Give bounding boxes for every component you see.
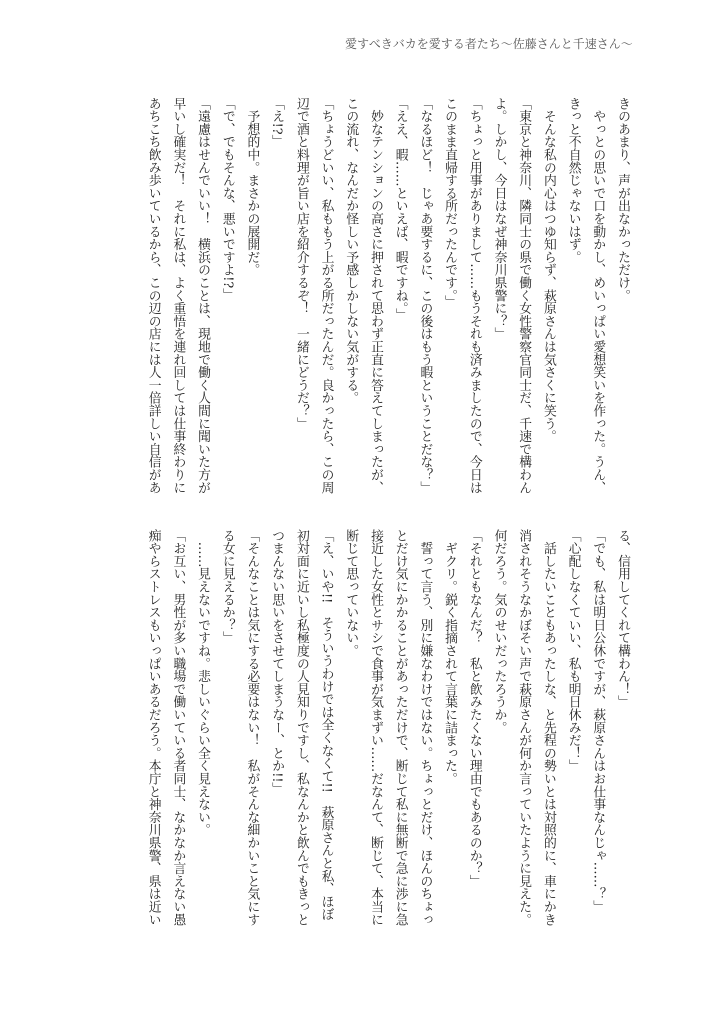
text-line: つまんない思いをさせてしまうなー、とか!!」 [269,529,285,796]
text-line: 話したいこともあったしな、と先程の勢いとは対照的に、車にかき [540,529,556,926]
text-line: 「でも、私は明日公休ですが、萩原さんはお仕事なんじゃ……？」 [590,529,606,913]
text-line: 妙なテンションの高さに押されて思わず正直に答えてしまったが、 [367,97,383,494]
text-line: このまま直帰する所だったんです。」 [442,97,458,309]
text-line: 痴やらストレスもいっぱいあるだろう。本庁と神奈川県警、県は近い [145,529,161,926]
text-line: 「なるほど！ じゃあ要するに、この後はもう暇ということだな？」 [417,97,433,494]
text-line: やっとの思いで口を動かし、めいっぱい愛想笑いを作った。うん、 [590,97,606,494]
text-line: ギクリ。鋭く指摘されて言葉に詰まった。 [442,529,458,785]
text-line: 断じて思っていない。 [343,529,359,657]
lower-text-block [140,529,634,929]
text-line: 辺で酒と料理が旨い店を紹介するぞ！ 一緒にどうだ？」 [293,97,309,430]
text-line: 消されそうなかぼそい声で萩原さんが何か言っていたように見えた。 [516,529,532,926]
text-line: 「え!?」 [269,97,285,148]
text-line: 「ちょうどいい、私ももう上がる所だったんだ。良かったら、この周 [318,97,334,494]
text-line: 「ええ、暇……といえば、暇ですね。」 [392,97,408,321]
running-header: 愛すべきバカを愛する者たち〜佐藤さんと千速さん〜 [345,37,633,51]
text-line: 何だろう。気のせいだったろうか。 [491,529,507,734]
text-line: 予想的中。まさかの展開だ。 [244,97,260,277]
text-line: 「心配しなくていい、私も明日休みだ！」 [565,529,581,773]
text-line: 「ちょっと用事がありまして……もうそれも済みましたので、今日は [466,97,482,494]
upper-text-block [140,97,634,497]
text-line: この流れ、なんだか怪しい予感しかしない気がする。 [343,97,359,405]
text-line: そんな私の内心はつゆ知らず、萩原さんは気さくに笑う。 [540,97,556,443]
text-line: よ。しかし、今日はなぜ神奈川県警に？」 [491,97,507,341]
text-line: 早いし確実だ！ それに私は、よく重悟を連れ回しては仕事終わりに [170,97,186,494]
text-line: とだけ気にかかることがあっただけで、断じて私に無断で急に渉に急 [392,529,408,926]
text-line: 誓って言う、別に嫌なわけではない。ちょっとだけ、ほんのちょっ [417,529,433,926]
text-line: きのあまり、声が出なかっただけ。 [615,97,630,302]
text-line: 「遠慮はせんでいい！ 横浜のことは、現地で働く人間に聞いた方が [195,97,211,494]
text-line: きっと不自然じゃないはず。 [565,97,581,264]
text-line: 「お互い、男性が多い職場で働いている者同士、なかなか言えない愚 [170,529,186,926]
text-line: 接近した女性とサシで食事が気まずい……だなんて、断じて、本当に [367,529,383,926]
text-line: る女に見えるか？」 [219,529,235,645]
text-line: あちこち飲み歩いているから、この辺の店には人一倍詳しい自信があ [145,97,161,494]
text-line: 「え、いや!! そういうわけでは全くなくて!! 萩原さんと私、ほぼ [318,529,334,921]
text-line: 「東京と神奈川、隣同士の県で働く女性警察官同士だ、千速で構わん [516,97,532,494]
text-line: ……見えないですね。悲しいぐらい全く見えない。 [195,529,211,837]
text-line: る、信用してくれて構わん！」 [615,529,630,709]
text-line: 「で、でもそんな、悪いですよ!?」 [219,97,235,302]
text-line: 「そんなことは気にする必要はない！ 私がそんな細かいこと気にす [244,529,260,926]
text-line: 初対面に近いし私極度の人見知りですし、私なんかと飲んでもきっと [293,529,309,926]
text-line: 「それともなんだ？ 私と飲みたくない理由でもあるのか？」 [466,529,482,888]
